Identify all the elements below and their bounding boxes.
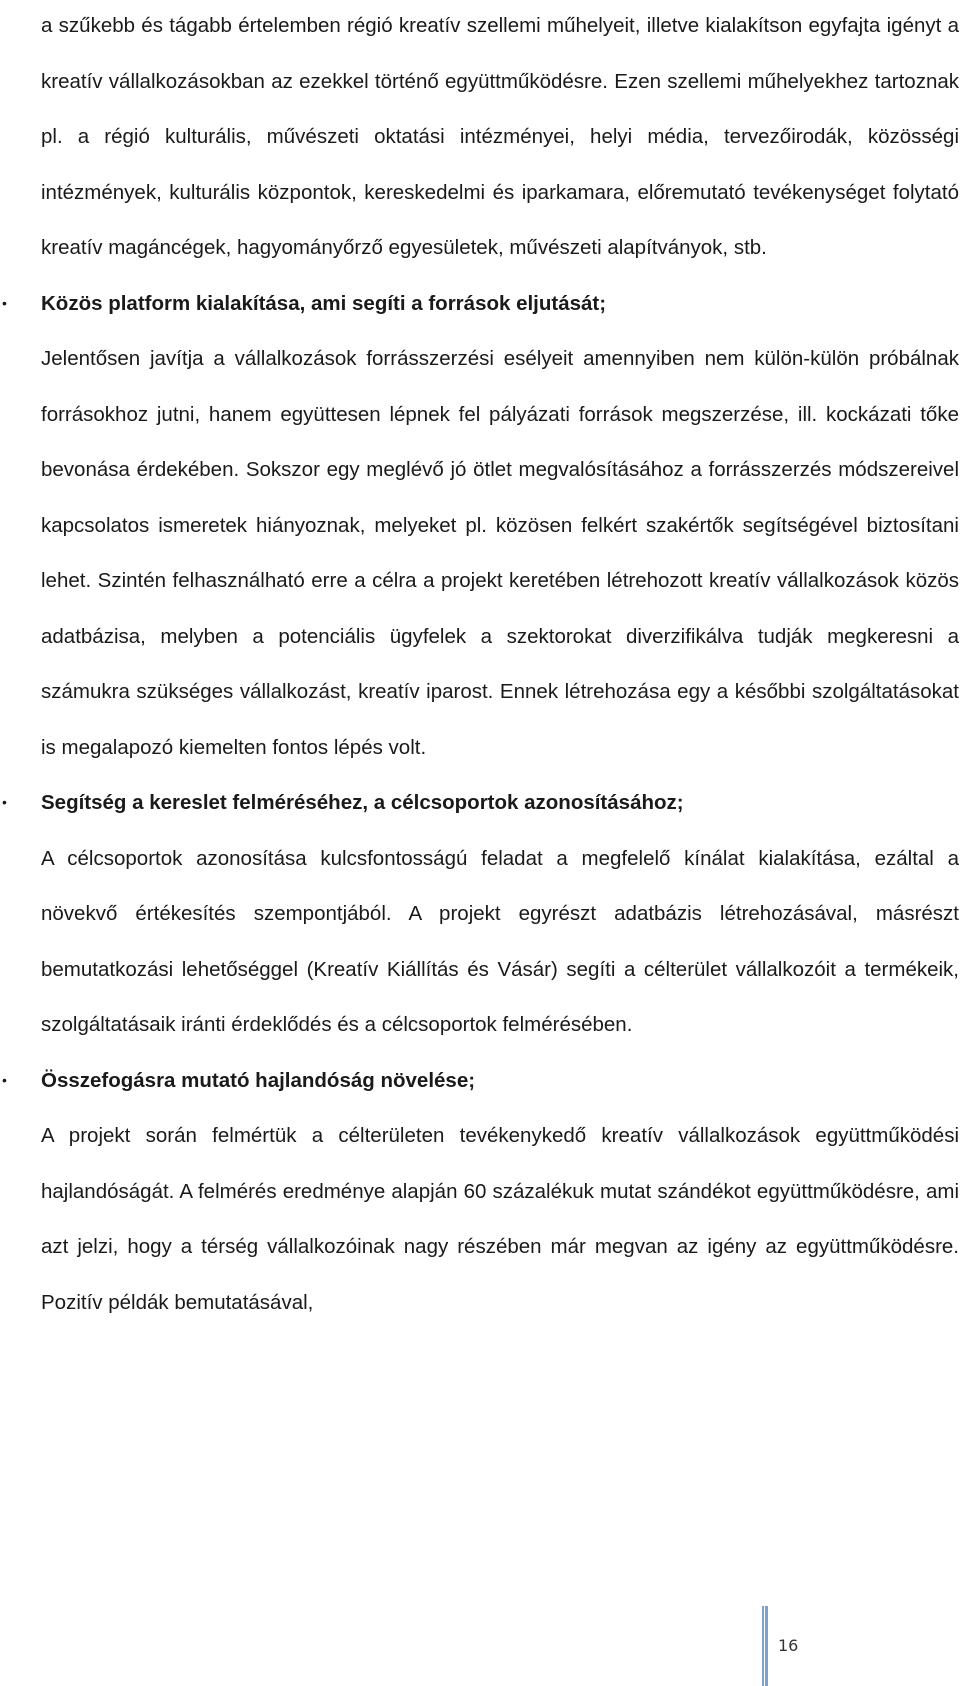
section-heading: Összefogásra mutató hajlandóság növelése; <box>41 1068 476 1092</box>
section-body: A projekt során felmértük a célterületen tevékenykedő kreatív vállalkozások együttműködési hajlandóságát. A felmérés eredménye alapján 60 százalékuk mutat szándékot együttműködésre, ami azt jelzi, hogy a térség vállalkozóinak nagy részében már megvan az igény az együttműködésre. Pozitív példák bemutatásával, <box>41 1124 959 1314</box>
intro-paragraph: a szűkebb és tágabb értelemben régió kreatív szellemi műhelyeit, illetve kialakítson egyfajta igényt a kreatív vállalkozásokban az ezekkel történő együttműködésre. Ezen szellemi műhelyekhez tartoznak pl. a régió kulturális, művészeti oktatási intézményei, helyi média, tervezőirodák, közösségi intézmények, kulturális központok, kereskedelmi és iparkamara, előremutató tevékenységet folytató kreatív magáncégek, hagyományőrző egyesületek, művészeti alapítványok, stb. <box>41 14 959 259</box>
document-page <box>2 0 959 1330</box>
footer-divider <box>762 1606 768 1686</box>
section-heading: Közös platform kialakítása, ami segíti a források eljutását; <box>41 291 607 315</box>
bullet-icon: • <box>2 794 7 810</box>
section-demand <box>2 775 959 831</box>
bullet-icon: • <box>2 294 7 311</box>
page-footer <box>762 1606 872 1686</box>
section-platform <box>2 276 959 332</box>
section-heading: Segítség a kereslet felméréséhez, a célcsoportok azonosításához; <box>41 791 684 814</box>
section-body: A célcsoportok azonosítása kulcsfontosságú feladat a megfelelő kínálat kialakítása, ezáltal a növekvő értékesítés szempontjából. A projekt egyrészt adatbázis létrehozásával, másrészt bemutatkozási lehetőséggel (Kreatív Kiállítás és Vásár) segíti a célterület vállalkozóit a termékeik, szolgáltatásaik iránti érdeklődés és a célcsoportok felmérésében. <box>41 846 959 1036</box>
bullet-icon: • <box>2 1071 7 1088</box>
page-number: 16 <box>778 1636 799 1655</box>
section-body: Jelentősen javítja a vállalkozások forrásszerzési esélyeit amennyiben nem külön-külön próbálnak forrásokhoz jutni, hanem együttesen lépnek fel pályázati források megszerzése, ill. kockázati tőke bevonása érdekében. Sokszor egy meglévő jó ötlet megvalósításához a forrásszerzés módszereivel kapcsolatos ismeretek hiányoznak, melyeket pl. közösen felkért szakértők segítségével biztosítani lehet. Szintén felhasználható erre a célra a projekt keretében létrehozott kreatív vállalkozások közös adatbázisa, melyben a potenciális ügyfelek a szektorokat diverzifikálva tudják megkeresni a számukra szükséges vállalkozást, kreatív iparost. Ennek létrehozása egy a későbbi szolgáltatásokat is megalapozó kiemelten fontos lépés volt. <box>41 347 959 759</box>
section-cooperation <box>2 1053 959 1109</box>
